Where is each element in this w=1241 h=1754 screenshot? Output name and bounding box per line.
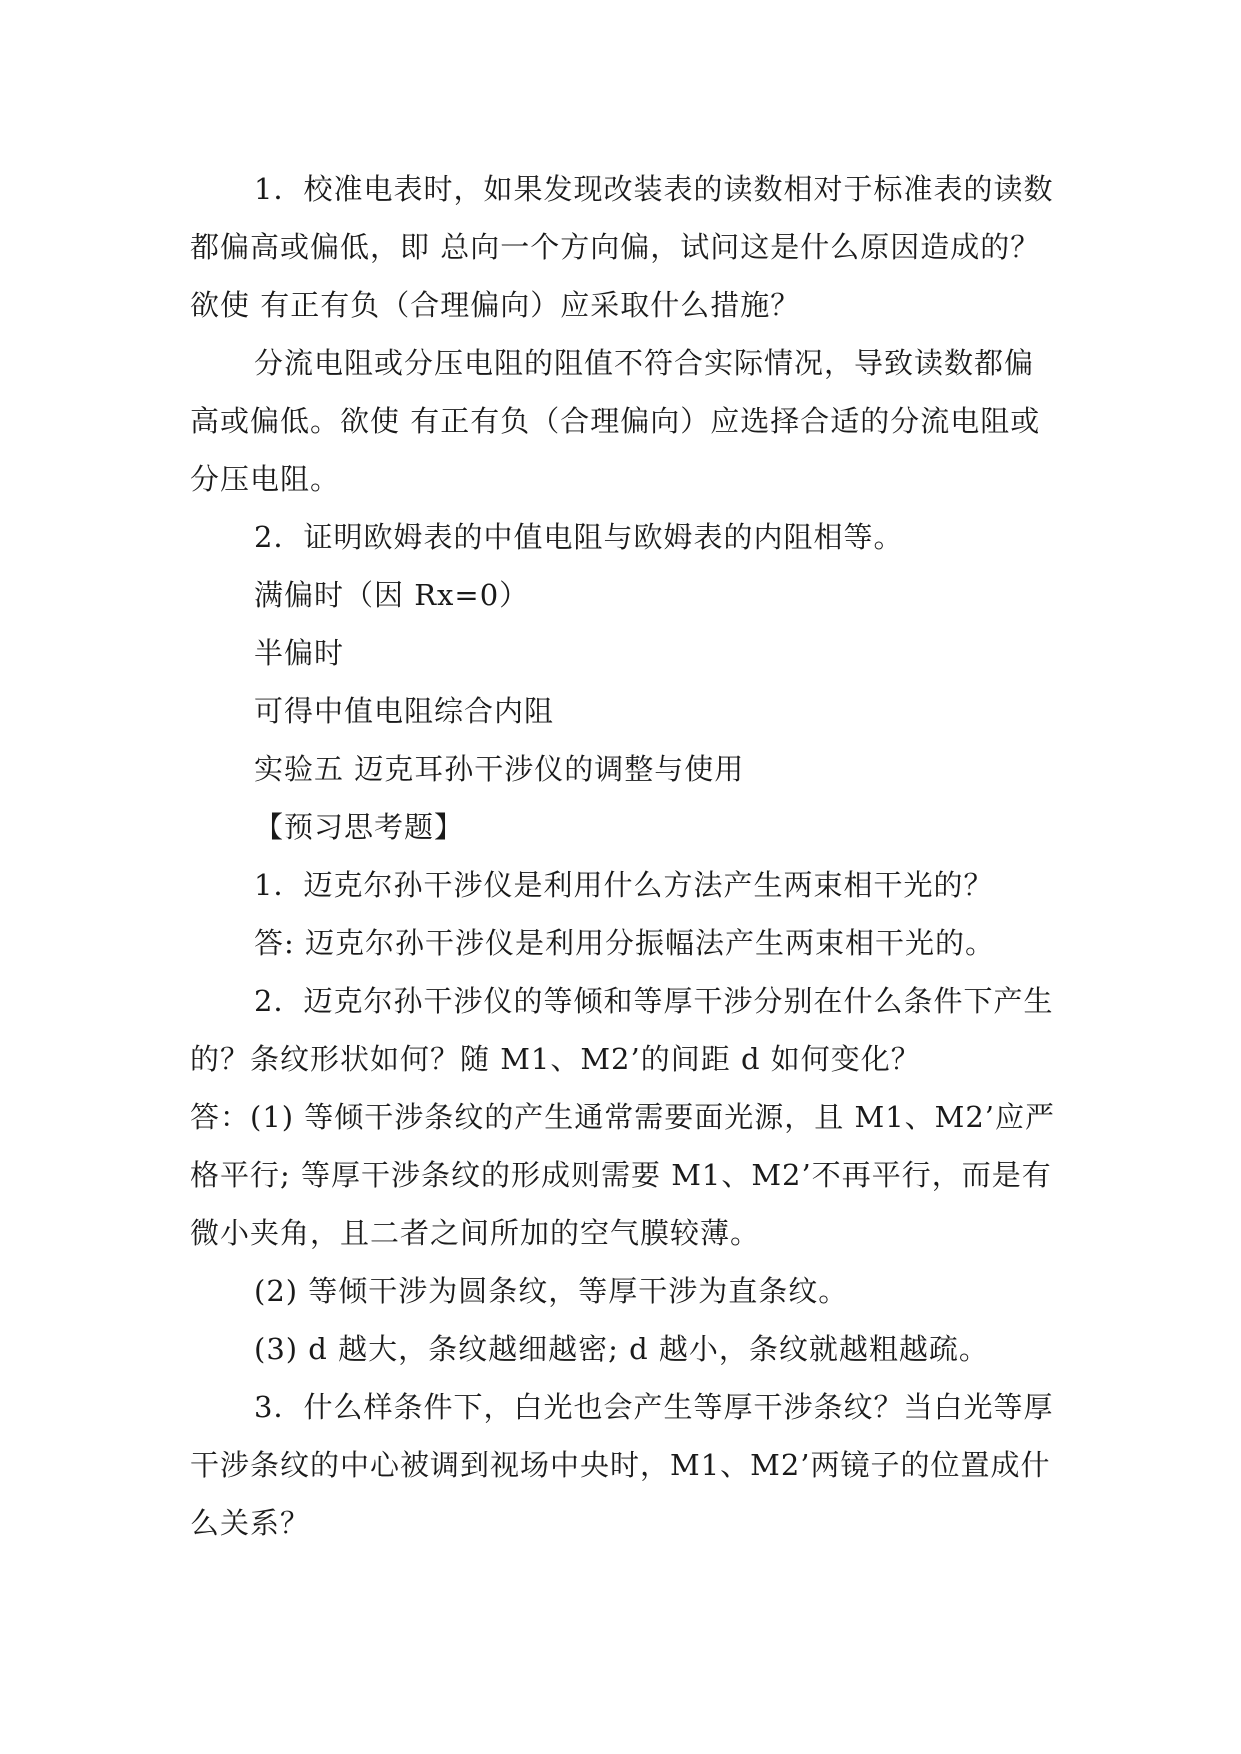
paragraph-p1-answer: 答: 迈克尔孙干涉仪是利用分振幅法产生两束相干光的。 — [254, 926, 995, 960]
paragraph-p2-answer-1: 答：(1) 等倾干涉条纹的产生通常需要面光源，且 M1、M2’应严格平行; 等厚干涉条纹的形成则需要 M1、M2’不再平行，而是有微小夹角，且二者之间所加的空气膜较薄。 — [190, 1100, 1056, 1250]
paragraph-q1-question: 1．校准电表时，如果发现改装表的读数相对于标准表的读数都偏高或偏低，即 总向一个方向偏，试问这是什么原因造成的？欲使 有正有负（合理偏向）应采取什么措施？ — [190, 172, 1054, 322]
section-heading: 【预习思考题】 — [254, 810, 465, 844]
paragraph-q2-question: 2．证明欧姆表的中值电阻与欧姆表的内阻相等。 — [254, 520, 904, 554]
paragraph-p3-question: 3．什么样条件下，白光也会产生等厚干涉条纹？当白光等厚干涉条纹的中心被调到视场中央时，M1、M2’两镜子的位置成什么关系？ — [190, 1390, 1054, 1540]
experiment-title: 实验五 迈克耳孙干涉仪的调整与使用 — [254, 752, 745, 786]
paragraph-q2-full-deflection: 满偏时（因 Rx=0） — [254, 578, 530, 612]
paragraph-p1-question: 1．迈克尔孙干涉仪是利用什么方法产生两束相干光的？ — [254, 868, 994, 902]
paragraph-p2-answer-2: (2) 等倾干涉为圆条纹，等厚干涉为直条纹。 — [254, 1274, 849, 1308]
paragraph-q2-half-deflection: 半偏时 — [254, 636, 345, 670]
paragraph-q2-conclusion: 可得中值电阻综合内阻 — [254, 694, 555, 728]
paragraph-p2-question: 2．迈克尔孙干涉仪的等倾和等厚干涉分别在什么条件下产生的？条纹形状如何？随 M1、M2’的间距 d 如何变化？ — [190, 984, 1054, 1076]
paragraph-q1-answer: 分流电阻或分压电阻的阻值不符合实际情况，导致读数都偏高或偏低。欲使 有正有负（合理偏向）应选择合适的分流电阻或分压电阻。 — [190, 346, 1041, 496]
document-body — [190, 160, 1060, 1552]
paragraph-p2-answer-3: (3) d 越大，条纹越细越密; d 越小，条纹就越粗越疏。 — [254, 1332, 989, 1366]
